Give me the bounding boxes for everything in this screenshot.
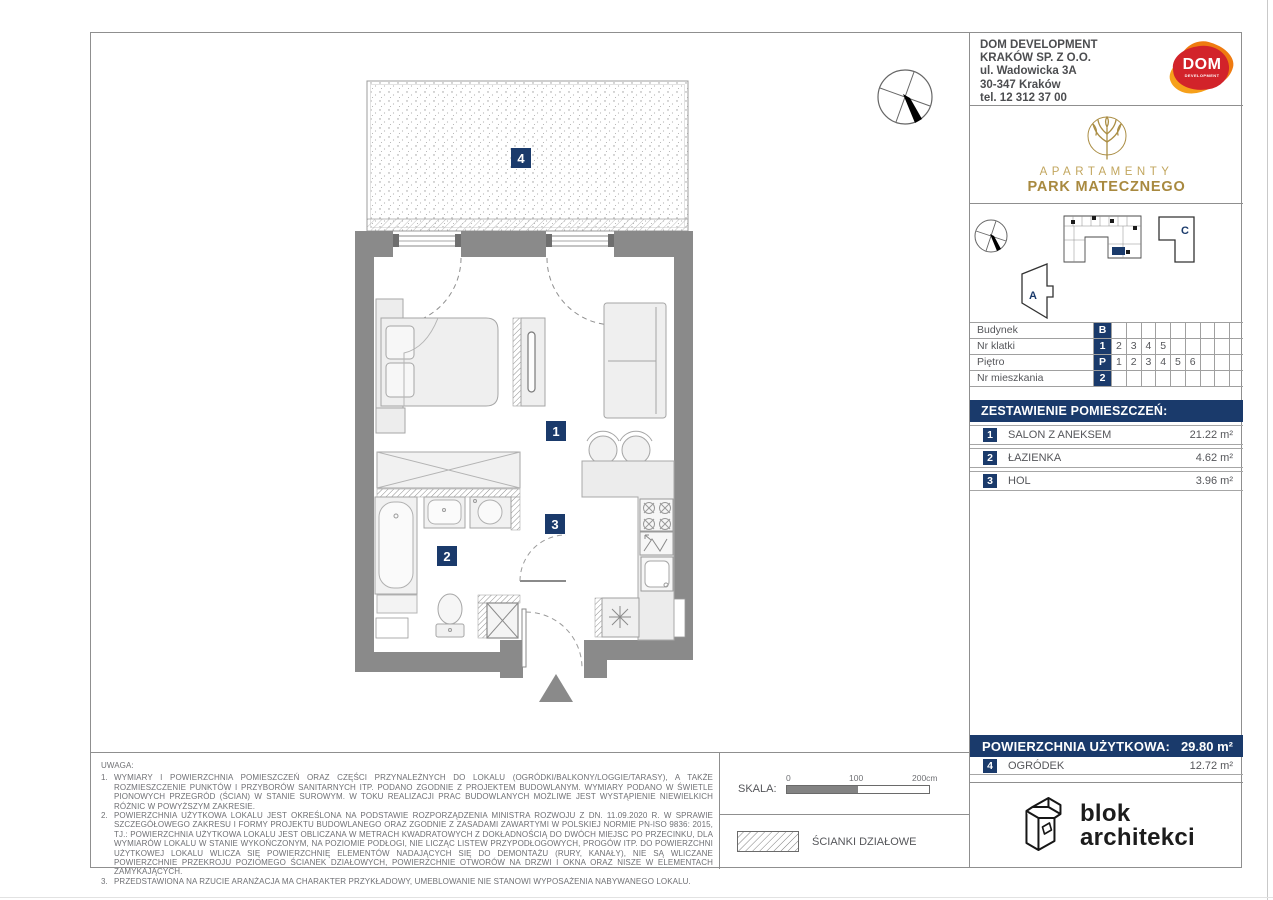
dom-development-logo <box>1167 40 1237 98</box>
table-cell <box>1200 355 1215 370</box>
table-cell: 3 <box>1141 355 1156 370</box>
unit-location-table <box>970 322 1243 387</box>
table-cell <box>1155 323 1170 338</box>
usable-area-bar <box>970 735 1243 757</box>
dom-logo-word: DOM <box>1182 56 1222 73</box>
note-text: PRZEDSTAWIONA NA RZUCIE ARANŻACJA MA CHARAKTER PRZYKŁADOWY, UMEBLOWANIE NIE STANOWI WYPOSAŻENIA NABYWANEGO LOKALU. <box>114 876 691 886</box>
table-row <box>970 371 1243 387</box>
room-row <box>970 448 1243 468</box>
room-name: SALON Z ANEKSEM <box>1008 429 1112 441</box>
note-item <box>101 811 713 877</box>
selected-cell: 2 <box>1093 371 1111 386</box>
tv-unit <box>513 318 545 406</box>
note-item <box>101 877 713 886</box>
note-item <box>101 773 713 811</box>
table-cell <box>1214 339 1229 354</box>
table-cell <box>1111 323 1126 338</box>
scale-legend-box <box>719 753 969 869</box>
table-cell <box>1126 371 1141 386</box>
notes-heading: UWAGA: <box>101 761 134 770</box>
row-label: Budynek <box>977 324 1018 336</box>
room-number-badge: 3 <box>983 474 997 488</box>
room-area: 4.62 m² <box>1195 452 1233 464</box>
table-cell <box>1214 355 1229 370</box>
row-label: Nr klatki <box>977 340 1015 352</box>
scale-tick-0: 0 <box>786 773 791 783</box>
table-cell <box>1229 355 1244 370</box>
building-a-footprint <box>1022 264 1053 318</box>
badge-salon: 1 <box>552 424 560 439</box>
bathtub <box>375 497 417 613</box>
table-row <box>970 355 1243 371</box>
note-number: 2. <box>101 811 108 821</box>
architect-line: architekci <box>1079 823 1196 851</box>
table-cell <box>1111 371 1126 386</box>
room-number-badge: 4 <box>983 759 997 773</box>
room-row <box>970 471 1243 491</box>
scale-tick-100: 100 <box>849 773 864 783</box>
floor-plan-drawing <box>90 32 969 752</box>
north-compass-icon <box>878 70 932 124</box>
highlighted-unit <box>1112 247 1125 255</box>
notes-block <box>101 761 713 886</box>
table-cell <box>1214 371 1229 386</box>
note-text: POWIERZCHNIA UŻYTKOWA LOKALU JEST OKREŚLONA NA PODSTAWIE ROZPORZĄDZENIA MINISTRA ROZWOJU Z DN. 11.09.2020 R. W SPRAWIE SZCZEGÓŁOWEGO ZAKRESU I FORMY PROJEKTU BUDOWLANEGO ORAZ ZGODNIE Z ZASADAMI ZAWARTYMI W POLSKIEJ NORMIE PN-ISO 9836: 2015, TJ.: POWIERZCHNIA UŻYTKOWA LOKALU JEST OBLICZANA W METRACH KWADRATOWYCH Z DOKŁADNOŚCIĄ DO DWÓCH MIEJSC PO PRZECINKU, DLA WYMIARÓW LOKALU W STANIE WYKOŃCZONYM, NA POZIOMIE PODŁOGI, NIE LICZĄC LISTEW PRZYPODŁOGOWYCH, PROGÓW ITP. DO POWIERZCHNI UŻYTKOWEJ LOKALU WLICZA SIĘ POWIERZCHNIĘ ELEMENTÓW NADAJĄCYCH SIĘ DO DEMONTAŻU (RURY, KANAŁY), NIE SĄ WLICZANE POWIERZCHNIE PRZEKROJU POZIOMEGO ŚCIANEK DZIAŁOWYCH, POWIERZCHNIE OTWORÓW NA DRZWI I OKNA ORAZ NISZE W ELEMENTACH ZAMYKAJĄCYCH. <box>114 811 713 877</box>
developer-line: KRAKÓW SP. Z O.O. <box>980 52 1091 65</box>
sofa <box>604 303 666 418</box>
kitchen-vent-symbol <box>640 532 673 555</box>
table-cell <box>1229 323 1244 338</box>
tree-icon <box>1082 114 1132 164</box>
row-label: Piętro <box>977 356 1005 368</box>
table-cell <box>1200 339 1215 354</box>
table-cell <box>1170 371 1185 386</box>
toilet <box>436 594 464 637</box>
scale-bar <box>786 785 930 794</box>
table-cell: 2 <box>1111 339 1126 354</box>
rooms-header: ZESTAWIENIE POMIESZCZEŃ: <box>970 400 1243 422</box>
brand-block <box>970 106 1243 204</box>
architect-name <box>1079 799 1196 851</box>
table-cell <box>1200 323 1215 338</box>
garden-row <box>970 757 1243 775</box>
room-area: 12.72 m² <box>1189 759 1233 772</box>
room-name: HOL <box>1008 475 1031 487</box>
boiler-unit <box>595 598 639 637</box>
table-row <box>970 339 1243 355</box>
scale-row <box>720 753 969 815</box>
legend-label: ŚCIANKI DZIAŁOWE <box>812 836 917 848</box>
table-cell <box>1200 371 1215 386</box>
developer-line: 30-347 Kraków <box>980 78 1061 91</box>
developer-line: DOM DEVELOPMENT <box>980 39 1098 51</box>
table-cell <box>1170 323 1185 338</box>
dining-chairs <box>587 431 652 464</box>
note-number: 1. <box>101 773 108 783</box>
developer-line: tel. 12 312 37 00 <box>980 91 1067 104</box>
room-name: OGRÓDEK <box>1008 759 1065 772</box>
room-area: 3.96 m² <box>1195 475 1233 487</box>
note-text: WYMIARY I POWIERZCHNIA POMIESZCZEŃ ORAZ CZĘŚCI PRZYNALEŻNYCH DO LOKALU (OGRÓDKI/BALKONY/LOGGIE/TARASY), A TAKŻE ROZMIESZCZENIE PUNKTÓW I PRZYBORÓW SANITARNYCH ITP. PODANO ZGODNIE Z PROJEKTEM BUDOWLANYM. WYMIARY PODANO W ŚWIETLE PIONOWYCH PRZEGRÓD (ŚCIAN) W STANIE SUROWYM. W TOKU REALIZACJI PRAC BUDOWLANYCH MOŻLIWE JEST WYSTĄPIENIE NIEWIELKICH RÓŻNIC W POWYŻSZYM ZAKRESIE. <box>114 773 713 811</box>
dom-logo-sub: DEVELOPMENT <box>1184 73 1220 78</box>
cooktop <box>640 499 673 531</box>
architect-block <box>970 782 1243 868</box>
brand-apartamenty: APARTAMENTY <box>1039 166 1174 178</box>
brand-park-matecznego: PARK MATECZNEGO <box>1027 179 1186 195</box>
washing-machine <box>470 497 511 528</box>
architect-line: blok <box>1079 799 1131 827</box>
partition-wall-swatch <box>737 831 799 852</box>
table-cell: 4 <box>1141 339 1156 354</box>
partition-wall <box>478 603 487 638</box>
table-cell: 3 <box>1126 339 1141 354</box>
site-compass-icon <box>975 220 1007 252</box>
usable-area-value: 29.80 m² <box>1180 738 1233 754</box>
building-a-label: A <box>1029 290 1037 302</box>
table-cell <box>1126 323 1141 338</box>
row-label: Nr mieszkania <box>977 372 1044 384</box>
badge-bathroom: 2 <box>443 549 451 564</box>
table-cell <box>1141 323 1156 338</box>
selected-cell: P <box>1093 355 1111 370</box>
room-name: ŁAZIENKA <box>1008 452 1062 464</box>
table-cell <box>1141 371 1156 386</box>
site-plan <box>970 204 1243 322</box>
selected-cell: 1 <box>1093 339 1111 354</box>
table-cell <box>1185 323 1200 338</box>
building-c-footprint <box>1159 217 1194 262</box>
table-cell: 4 <box>1155 355 1170 370</box>
rooms-summary <box>970 400 1243 491</box>
info-panel <box>969 32 1243 868</box>
washbasin <box>424 497 465 528</box>
scale-bar-filled <box>787 786 858 793</box>
building-b-footprint <box>1064 216 1141 262</box>
shaft <box>487 603 518 638</box>
table-cell: 2 <box>1126 355 1141 370</box>
building-c-label: C <box>1181 225 1189 237</box>
page-edge <box>0 897 1273 898</box>
page-edge <box>1267 0 1268 900</box>
bed <box>376 299 498 433</box>
table-row <box>970 323 1243 339</box>
table-cell: 5 <box>1155 339 1170 354</box>
partition-wall <box>511 497 520 530</box>
table-cell: 5 <box>1170 355 1185 370</box>
entrance-arrow <box>539 674 573 702</box>
table-cell <box>1185 339 1200 354</box>
developer-block <box>970 32 1243 106</box>
badge-garden: 4 <box>517 151 525 166</box>
room-number-badge: 2 <box>983 451 997 465</box>
blok-architekci-icon <box>1018 795 1070 857</box>
table-cell <box>1155 371 1170 386</box>
note-number: 3. <box>101 876 108 886</box>
table-cell <box>1229 371 1244 386</box>
usable-area-label: POWIERZCHNIA UŻYTKOWA: <box>982 738 1171 754</box>
bathroom-door <box>520 535 566 581</box>
table-cell <box>1185 371 1200 386</box>
room-area: 21.22 m² <box>1189 429 1233 441</box>
table-cell: 6 <box>1185 355 1200 370</box>
kitchen-sink <box>641 557 673 591</box>
table-cell <box>1229 339 1244 354</box>
partition-wall <box>478 595 520 603</box>
wardrobe <box>377 452 520 497</box>
table-cell <box>1170 339 1185 354</box>
table-cell <box>1214 323 1229 338</box>
badge-hall: 3 <box>551 517 559 532</box>
scale-label: SKALA: <box>738 783 777 795</box>
table-cell: 1 <box>1111 355 1126 370</box>
developer-address <box>980 39 1098 105</box>
developer-line: ul. Wadowicka 3A <box>980 65 1077 78</box>
legend-row <box>720 815 969 869</box>
room-number-badge: 1 <box>983 428 997 442</box>
entrance-door <box>522 609 582 668</box>
room-row <box>970 425 1243 445</box>
scale-tick-200: 200cm <box>912 773 938 783</box>
selected-cell: B <box>1093 323 1111 338</box>
